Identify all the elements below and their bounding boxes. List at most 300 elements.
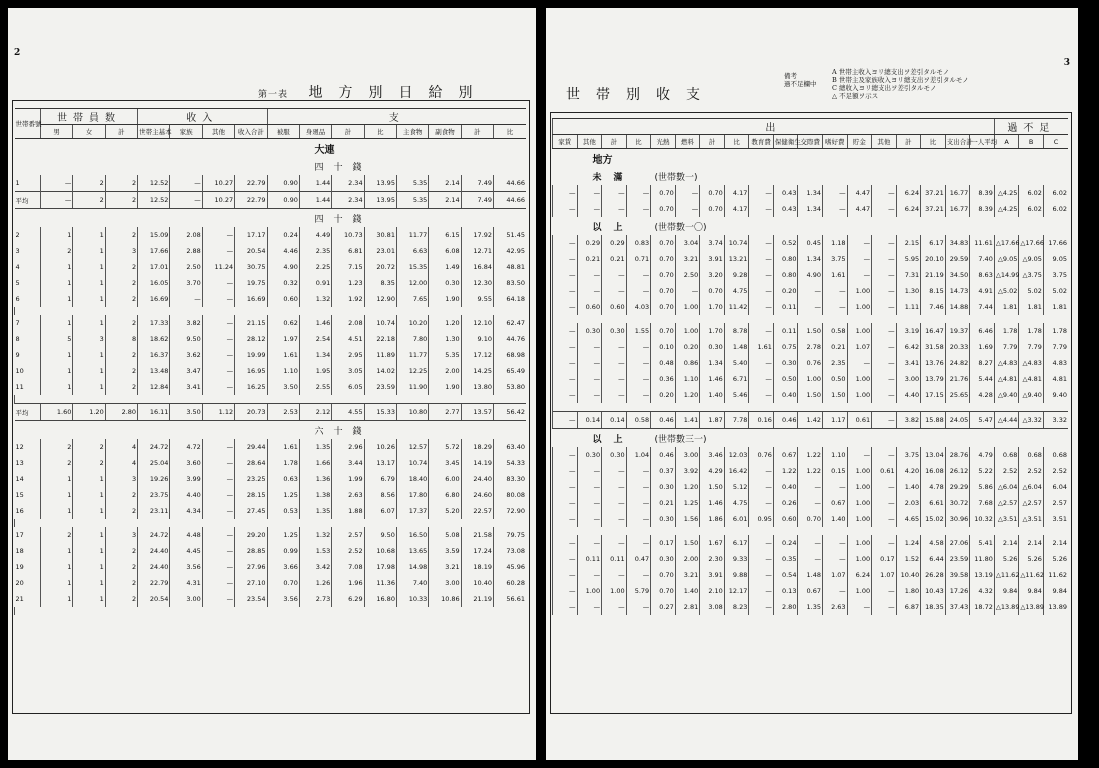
note-line: A 世帯主收入ヨリ總支出ヲ差引タルモノ: [832, 68, 950, 76]
table-cell: 2.34: [332, 175, 364, 192]
table-cell: 10.74: [724, 235, 749, 251]
table-cell: 5.44: [970, 371, 995, 387]
table-cell: 9.84: [1019, 583, 1044, 599]
column-header: 其他: [577, 135, 602, 149]
table-cell: 5.26: [1019, 551, 1044, 567]
table-cell: 28.15: [235, 487, 267, 503]
table-cell: 0.70: [651, 185, 676, 201]
table-row: [15, 315, 527, 331]
table-cell: —: [553, 599, 578, 615]
table-cell: 2.25: [299, 259, 331, 275]
table-row: [553, 235, 1069, 251]
table-cell: 1.40: [675, 583, 700, 599]
table-cell: 1.61: [267, 439, 299, 455]
table-cell: 2.34: [332, 192, 364, 209]
table-row: [15, 291, 527, 307]
spacer-row: [15, 607, 527, 615]
table-cell: △17.66: [1019, 235, 1044, 251]
table-cell: 27.10: [235, 575, 267, 591]
table-row: [15, 455, 527, 471]
table-cell: —: [749, 567, 774, 583]
table-cell: 2.35: [299, 243, 331, 259]
table-cell: 26.12: [945, 463, 970, 479]
table-cell: 31.58: [921, 339, 946, 355]
table-cell: —: [602, 479, 627, 495]
table-cell: —: [202, 471, 234, 487]
table-cell: 0.76: [749, 447, 774, 463]
table-cell: 44.66: [494, 175, 526, 192]
table-cell: 2: [41, 243, 73, 259]
table-cell: 11.61: [970, 235, 995, 251]
table-cell: —: [553, 283, 578, 299]
table-cell: 1.90: [429, 379, 461, 395]
column-header: 計: [105, 125, 137, 139]
table-cell: 1.61: [749, 339, 774, 355]
table-cell: 2.12: [299, 404, 331, 421]
table-cell: 1.34: [798, 251, 823, 267]
table-cell: 16.95: [235, 363, 267, 379]
table-cell: 4.83: [1043, 355, 1068, 371]
table-cell: 3.75: [1043, 267, 1068, 283]
table-cell: 5.26: [1043, 551, 1068, 567]
table-cell: 2: [41, 455, 73, 471]
table-cell: 2: [105, 591, 137, 607]
table-cell: 7.49: [461, 192, 493, 209]
table-cell: 0.30: [602, 447, 627, 463]
table-cell: 17.80: [396, 487, 428, 503]
right-page: [546, 8, 1078, 760]
column-header: 燃料: [675, 135, 700, 149]
table-cell: 4.79: [970, 447, 995, 463]
table-cell: 14.73: [945, 283, 970, 299]
table-row: [553, 267, 1069, 283]
table-cell: 1.60: [41, 404, 73, 421]
table-cell: 2: [105, 347, 137, 363]
table-cell: 16.05: [138, 275, 170, 291]
row-id: 10: [15, 367, 24, 375]
table-cell: 0.46: [651, 412, 676, 429]
table-cell: —: [602, 599, 627, 615]
table-cell: 1.10: [823, 447, 848, 463]
table-cell: 1.46: [700, 495, 725, 511]
table-cell: 12.84: [138, 379, 170, 395]
table-cell: —: [872, 412, 897, 429]
table-cell: 53.80: [494, 379, 526, 395]
table-cell: 2: [105, 503, 137, 519]
group-row: [15, 209, 527, 228]
table-cell: 2.00: [429, 363, 461, 379]
table-row: [553, 339, 1069, 355]
table-cell: 2.03: [896, 495, 921, 511]
table-cell: 2: [105, 363, 137, 379]
table-cell: 13.19: [970, 567, 995, 583]
table-cell: 0.21: [602, 251, 627, 267]
table-cell: 23.54: [235, 591, 267, 607]
table-cell: 17.66: [1043, 235, 1068, 251]
table-cell: 25.04: [138, 455, 170, 471]
table-cell: 39.58: [945, 567, 970, 583]
table-row: [553, 201, 1069, 217]
table-cell: 1.00: [847, 583, 872, 599]
table-cell: 16.69: [138, 291, 170, 307]
table-cell: —: [626, 371, 651, 387]
table-cell: 1: [73, 379, 105, 395]
column-header: 收入合計: [235, 125, 267, 139]
table-cell: 1.34: [700, 355, 725, 371]
table-cell: —: [577, 355, 602, 371]
table-cell: 1.10: [675, 371, 700, 387]
table-cell: 24.05: [945, 412, 970, 429]
table-cell: 29.20: [235, 527, 267, 543]
table-cell: —: [202, 439, 234, 455]
table-cell: 4.47: [847, 185, 872, 201]
table-cell: —: [553, 567, 578, 583]
table-cell: 2: [73, 175, 105, 192]
table-cell: —: [553, 495, 578, 511]
table-cell: 6.80: [429, 487, 461, 503]
table-cell: 6.71: [724, 371, 749, 387]
table-cell: 1.52: [896, 551, 921, 567]
table-cell: 3.45: [429, 455, 461, 471]
table-cell: 1.87: [700, 412, 725, 429]
table-cell: 11.90: [396, 379, 428, 395]
table-cell: 10.27: [202, 192, 234, 209]
table-cell: —: [675, 185, 700, 201]
table-cell: —: [202, 487, 234, 503]
table-cell: —: [553, 267, 578, 283]
table-cell: —: [577, 371, 602, 387]
table-cell: —: [872, 355, 897, 371]
table-cell: △5.02: [994, 283, 1019, 299]
table-cell: 0.30: [577, 447, 602, 463]
table-cell: —: [823, 551, 848, 567]
table-cell: 3.41: [896, 355, 921, 371]
table-cell: 3.74: [700, 235, 725, 251]
table-cell: 0.30: [700, 339, 725, 355]
table-cell: —: [847, 447, 872, 463]
table-cell: 29.29: [945, 479, 970, 495]
table-cell: 1.17: [823, 412, 848, 429]
table-cell: —: [602, 267, 627, 283]
table-cell: 0.80: [773, 267, 798, 283]
row-id: 4: [15, 263, 20, 271]
table-cell: —: [872, 339, 897, 355]
table-cell: 19.37: [945, 323, 970, 339]
table-cell: 10.33: [396, 591, 428, 607]
table-cell: 5.35: [396, 175, 428, 192]
table-cell: 15.02: [921, 511, 946, 527]
table-cell: 0.86: [675, 355, 700, 371]
table-cell: 1: [41, 379, 73, 395]
table-cell: 12.25: [396, 363, 428, 379]
row-id: 19: [15, 563, 24, 571]
table-cell: 0.30: [429, 275, 461, 291]
table-cell: —: [202, 363, 234, 379]
table-cell: 2: [105, 487, 137, 503]
table-cell: —: [41, 175, 73, 192]
table-cell: —: [872, 447, 897, 463]
group-row: [553, 217, 1069, 235]
table-cell: 0.50: [773, 371, 798, 387]
table-cell: 13.79: [921, 371, 946, 387]
table-cell: △3.32: [1019, 412, 1044, 429]
column-header: B: [1019, 135, 1044, 149]
table-cell: 2: [105, 259, 137, 275]
table-cell: 1.50: [675, 535, 700, 551]
table-cell: 13.89: [1043, 599, 1068, 615]
table-row: [553, 511, 1069, 527]
column-header: 身廻品: [299, 125, 331, 139]
table-cell: 1: [41, 503, 73, 519]
table-cell: 18.40: [396, 471, 428, 487]
table-cell: 1.00: [675, 299, 700, 315]
table-cell: 22.57: [461, 503, 493, 519]
table-cell: —: [675, 201, 700, 217]
table-cell: 16.80: [364, 591, 396, 607]
table-cell: 7.79: [1019, 339, 1044, 355]
row-id: 11: [15, 383, 24, 391]
table-cell: 1.00: [847, 323, 872, 339]
table-cell: 20.73: [235, 404, 267, 421]
section-label: 地方: [592, 154, 613, 166]
table-cell: 0.70: [651, 323, 676, 339]
table-cell: —: [602, 511, 627, 527]
table-cell: 5.20: [429, 503, 461, 519]
table-cell: 4.78: [921, 479, 946, 495]
table-cell: 0.30: [651, 479, 676, 495]
table-cell: 3.91: [700, 567, 725, 583]
table-cell: 7.44: [970, 299, 995, 315]
table-cell: 1: [73, 471, 105, 487]
table-cell: 11.42: [724, 299, 749, 315]
table-cell: 3.21: [429, 559, 461, 575]
table-cell: 0.13: [773, 583, 798, 599]
table-cell: 0.71: [626, 251, 651, 267]
table-cell: 0.46: [773, 412, 798, 429]
table-cell: 72.90: [494, 503, 526, 519]
table-cell: 1.40: [823, 511, 848, 527]
table-cell: 1.40: [896, 479, 921, 495]
table-cell: 1.00: [847, 387, 872, 403]
table-cell: 6.05: [332, 379, 364, 395]
table-cell: 3.00: [170, 591, 202, 607]
table-cell: —: [626, 535, 651, 551]
spacer-row: [553, 527, 1069, 535]
table-cell: 2.96: [332, 439, 364, 455]
table-cell: 7.40: [970, 251, 995, 267]
table-cell: 1: [73, 243, 105, 259]
table-cell: —: [170, 175, 202, 192]
table-cell: 6.17: [724, 535, 749, 551]
table-cell: —: [577, 387, 602, 403]
table-cell: 4.91: [970, 283, 995, 299]
table-cell: 2.00: [675, 551, 700, 567]
table-cell: 0.30: [651, 551, 676, 567]
table-cell: 10.40: [461, 575, 493, 591]
table-cell: 8: [105, 331, 137, 347]
table-cell: 9.50: [364, 527, 396, 543]
table-cell: 17.92: [461, 227, 493, 243]
table-cell: 18.72: [970, 599, 995, 615]
table-cell: 0.63: [267, 471, 299, 487]
table-cell: 15.35: [396, 259, 428, 275]
column-header: 支出合計: [945, 135, 970, 149]
table-cell: 37.21: [921, 185, 946, 201]
table-cell: 8.15: [921, 283, 946, 299]
table-cell: △3.51: [994, 511, 1019, 527]
table-cell: 27.06: [945, 535, 970, 551]
table-cell: 0.58: [626, 412, 651, 429]
table-cell: 5.72: [429, 439, 461, 455]
table-row: [15, 591, 527, 607]
table-cell: 1.81: [994, 299, 1019, 315]
table-cell: —: [577, 267, 602, 283]
table-cell: 3.50: [170, 404, 202, 421]
row-label-header: 世帯番號: [15, 109, 41, 139]
table-cell: 1.25: [267, 487, 299, 503]
table-cell: 5.02: [1019, 283, 1044, 299]
table-cell: 0.70: [700, 283, 725, 299]
table-cell: 4.20: [896, 463, 921, 479]
table-cell: 16.37: [138, 347, 170, 363]
table-cell: 1.00: [847, 551, 872, 567]
column-header: 計: [896, 135, 921, 149]
table-cell: 6.24: [847, 567, 872, 583]
table-cell: 0.40: [773, 387, 798, 403]
table-row: [15, 175, 527, 192]
table-cell: 0.20: [651, 387, 676, 403]
table-cell: 3.99: [170, 471, 202, 487]
table-cell: —: [202, 559, 234, 575]
table-cell: 2.52: [994, 463, 1019, 479]
table-row: [553, 447, 1069, 463]
left-data-table: [14, 108, 526, 615]
table-cell: —: [553, 412, 578, 429]
table-cell: 54.33: [494, 455, 526, 471]
table-cell: 3.00: [896, 371, 921, 387]
table-cell: —: [602, 185, 627, 201]
table-cell: 6.02: [1043, 201, 1068, 217]
group-tag: (世帯數三一): [654, 434, 707, 445]
spacer-row: [15, 395, 527, 404]
table-cell: 14.02: [364, 363, 396, 379]
table-row: [15, 487, 527, 503]
table-cell: △11.62: [994, 567, 1019, 583]
table-cell: 2: [41, 527, 73, 543]
table-cell: —: [202, 291, 234, 307]
table-cell: 0.14: [602, 412, 627, 429]
table-cell: 1.78: [1019, 323, 1044, 339]
table-row: [553, 355, 1069, 371]
group-header-balance: 過不足: [994, 119, 1068, 135]
table-cell: 1.00: [847, 495, 872, 511]
column-header: 計: [700, 135, 725, 149]
table-cell: 17.37: [396, 503, 428, 519]
group-tag: (世帯數一〇): [654, 222, 707, 233]
table-row: [553, 551, 1069, 567]
table-cell: —: [553, 251, 578, 267]
table-cell: 3.75: [896, 447, 921, 463]
column-header: 計: [332, 125, 364, 139]
table-cell: △4.83: [1019, 355, 1044, 371]
table-cell: 0.11: [577, 551, 602, 567]
row-id: 15: [15, 491, 24, 499]
table-cell: 30.72: [945, 495, 970, 511]
table-cell: —: [823, 283, 848, 299]
table-row: [553, 299, 1069, 315]
table-cell: —: [577, 185, 602, 201]
table-cell: 1.78: [267, 455, 299, 471]
table-cell: 0.99: [267, 543, 299, 559]
table-cell: 6.15: [429, 227, 461, 243]
table-cell: 5.86: [970, 479, 995, 495]
table-cell: 4.31: [170, 575, 202, 591]
table-cell: 24.72: [138, 439, 170, 455]
table-cell: 4.51: [332, 331, 364, 347]
table-cell: 73.08: [494, 543, 526, 559]
table-cell: 3.47: [170, 363, 202, 379]
table-cell: 15.09: [138, 227, 170, 243]
table-title-prefix: 第一表: [258, 90, 289, 100]
table-cell: 1.99: [332, 471, 364, 487]
table-cell: 17.26: [945, 583, 970, 599]
table-cell: 1.49: [429, 259, 461, 275]
table-row: [15, 575, 527, 591]
table-cell: 20.54: [235, 243, 267, 259]
table-cell: 4.81: [1043, 371, 1068, 387]
table-cell: 3: [105, 471, 137, 487]
table-cell: —: [41, 192, 73, 209]
table-cell: 3.70: [170, 275, 202, 291]
table-cell: —: [847, 235, 872, 251]
table-cell: —: [202, 227, 234, 243]
table-cell: 2.50: [170, 259, 202, 275]
table-cell: 16.25: [235, 379, 267, 395]
table-row: [15, 363, 527, 379]
table-cell: 2: [105, 575, 137, 591]
table-cell: 5.95: [896, 251, 921, 267]
table-cell: 28.76: [945, 447, 970, 463]
row-id: 1: [15, 179, 20, 187]
table-cell: —: [202, 543, 234, 559]
table-cell: 3: [105, 243, 137, 259]
table-cell: 80.08: [494, 487, 526, 503]
table-cell: 0.30: [773, 355, 798, 371]
table-cell: —: [749, 251, 774, 267]
table-cell: —: [553, 355, 578, 371]
table-cell: 12.17: [724, 583, 749, 599]
table-cell: 2.14: [1019, 535, 1044, 551]
group-row: [553, 429, 1069, 448]
table-cell: —: [749, 495, 774, 511]
table-cell: 3.91: [700, 251, 725, 267]
table-cell: —: [847, 267, 872, 283]
table-cell: —: [749, 235, 774, 251]
table-cell: 2.52: [1043, 463, 1068, 479]
table-cell: —: [798, 299, 823, 315]
table-cell: 45.96: [494, 559, 526, 575]
table-cell: 1.32: [299, 291, 331, 307]
table-cell: 1.22: [798, 463, 823, 479]
table-cell: 0.68: [1043, 447, 1068, 463]
table-cell: 6.02: [1043, 185, 1068, 201]
table-cell: 0.47: [626, 551, 651, 567]
table-cell: 2.14: [429, 175, 461, 192]
table-cell: 44.76: [494, 331, 526, 347]
table-cell: 10.74: [396, 455, 428, 471]
table-cell: 1: [41, 315, 73, 331]
table-cell: 12.00: [396, 275, 428, 291]
